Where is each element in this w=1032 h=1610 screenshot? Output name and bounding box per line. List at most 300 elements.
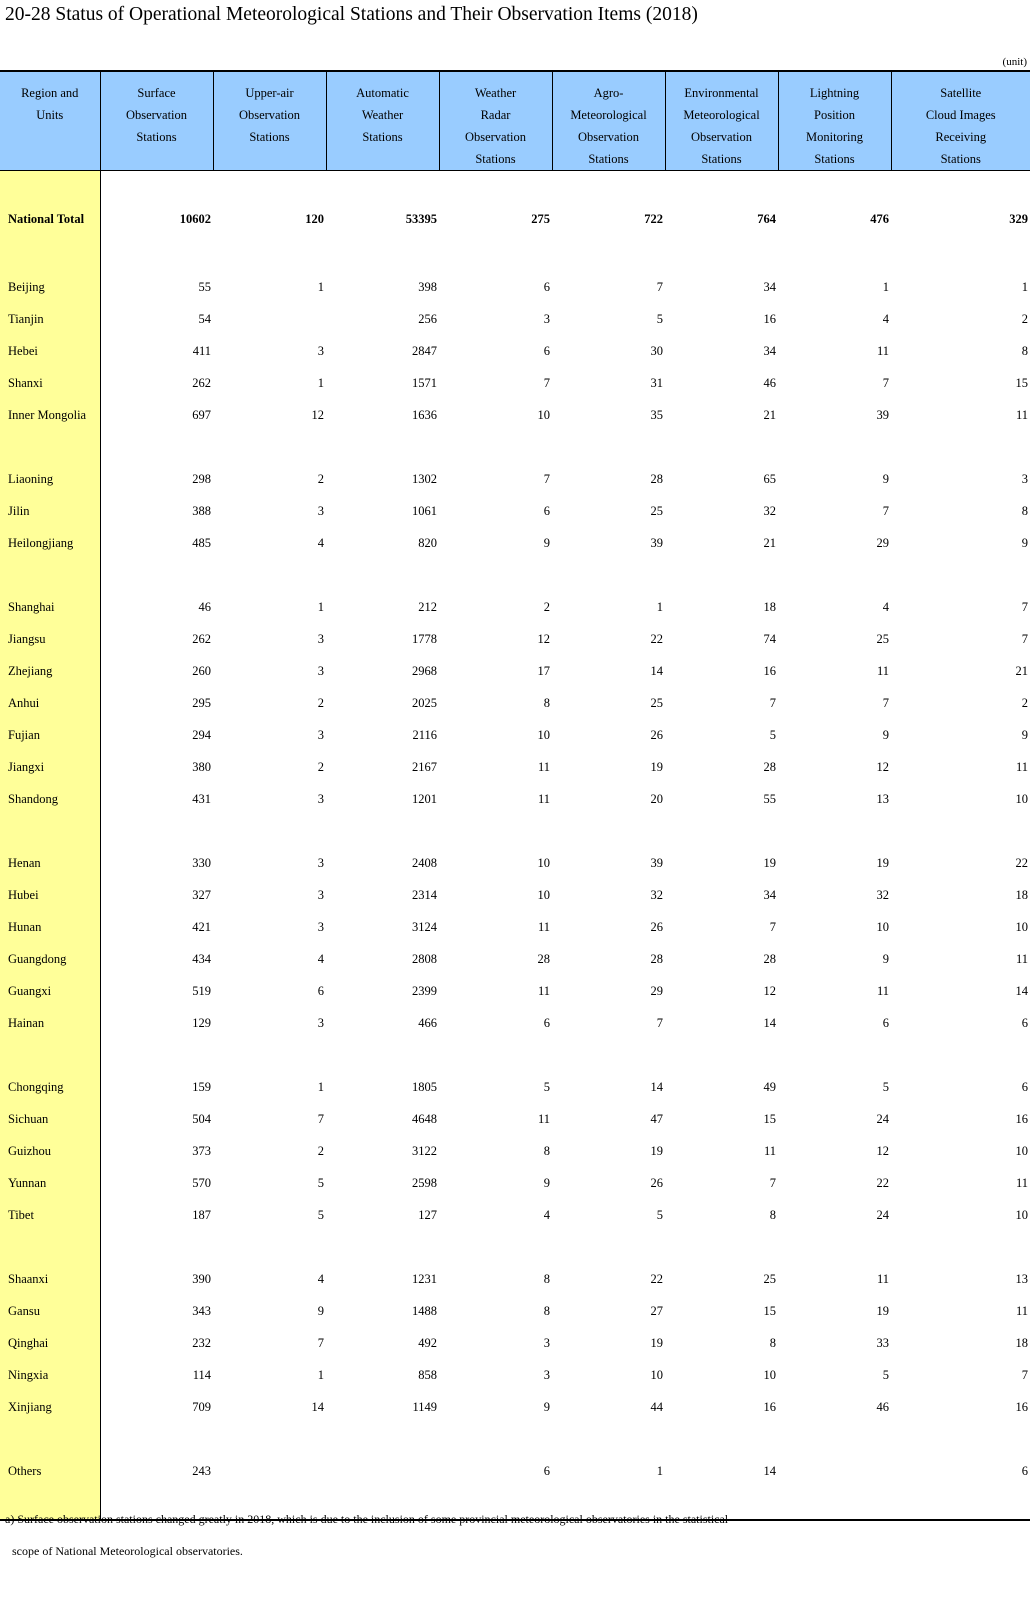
value-cell: 11 xyxy=(1015,759,1028,774)
table-row xyxy=(0,751,1030,783)
value-cell: 10 xyxy=(537,407,550,422)
value-cell: 8 xyxy=(543,1271,550,1286)
column-header-line: Surface xyxy=(137,86,176,100)
value-cell: 5 xyxy=(317,1175,324,1190)
value-cell: 2847 xyxy=(412,343,437,358)
value-cell: 3 xyxy=(317,791,324,806)
value-cell: 5 xyxy=(882,1367,889,1382)
value-cell: 159 xyxy=(192,1079,211,1094)
value-cell: 2399 xyxy=(412,983,437,998)
value-cell: 4 xyxy=(882,599,889,614)
value-cell xyxy=(213,303,326,335)
value-cell: 19 xyxy=(876,855,889,870)
value-cell: 11 xyxy=(537,1111,550,1126)
value-cell: 14 xyxy=(311,1399,324,1414)
table-row xyxy=(0,687,1030,719)
value-cell: 25 xyxy=(876,631,889,646)
value-cell: 187 xyxy=(192,1207,211,1222)
spacer-row xyxy=(0,1231,1030,1263)
table-row xyxy=(0,783,1030,815)
column-header-line: Stations xyxy=(701,152,742,166)
value-cell: 22 xyxy=(650,1271,663,1286)
table-row xyxy=(0,1071,1030,1103)
value-cell: 466 xyxy=(418,1015,437,1030)
table-row xyxy=(0,335,1030,367)
region-cell: Hubei xyxy=(0,879,100,911)
value-cell: 2 xyxy=(317,1143,324,1158)
value-cell: 49 xyxy=(763,1079,776,1094)
value-cell: 492 xyxy=(418,1335,437,1350)
value-cell: 114 xyxy=(192,1367,211,1382)
value-cell: 2 xyxy=(1021,311,1028,326)
value-cell: 9 xyxy=(1021,535,1028,550)
value-cell: 22 xyxy=(1015,855,1028,870)
value-cell: 3 xyxy=(543,1335,550,1350)
region-cell: National Total xyxy=(0,199,100,239)
value-cell: 46 xyxy=(763,375,776,390)
value-cell: 275 xyxy=(531,211,550,226)
value-cell: 6 xyxy=(543,1463,550,1478)
column-header-line: Lightning xyxy=(809,86,860,100)
value-cell: 1 xyxy=(317,1079,324,1094)
column-header xyxy=(100,71,213,171)
value-cell: 6 xyxy=(543,343,550,358)
national-total-row xyxy=(0,199,1030,239)
value-cell: 7 xyxy=(317,1111,324,1126)
value-cell: 1 xyxy=(317,375,324,390)
value-cell: 262 xyxy=(192,631,211,646)
value-cell: 18 xyxy=(1015,887,1028,902)
value-cell: 6 xyxy=(543,503,550,518)
value-cell: 53395 xyxy=(405,211,437,226)
value-cell: 5 xyxy=(769,727,776,742)
column-header-line: Monitoring xyxy=(806,130,863,144)
value-cell: 380 xyxy=(192,759,211,774)
value-cell: 6 xyxy=(317,983,324,998)
value-cell: 697 xyxy=(192,407,211,422)
column-header xyxy=(0,71,100,171)
value-cell: 15 xyxy=(1015,375,1028,390)
value-cell: 5 xyxy=(543,1079,550,1094)
value-cell: 21 xyxy=(763,535,776,550)
region-cell: Sichuan xyxy=(0,1103,100,1135)
value-cell: 1 xyxy=(882,279,889,294)
value-cell: 2 xyxy=(543,599,550,614)
spacer-row xyxy=(0,1423,1030,1455)
value-cell: 14 xyxy=(650,663,663,678)
spacer-row xyxy=(0,431,1030,463)
stations-table xyxy=(0,70,1030,1521)
value-cell: 55 xyxy=(763,791,776,806)
value-cell: 29 xyxy=(876,535,889,550)
region-cell: Shanghai xyxy=(0,591,100,623)
value-cell: 10 xyxy=(537,727,550,742)
value-cell: 26 xyxy=(650,919,663,934)
value-cell: 504 xyxy=(192,1111,211,1126)
column-header-line: Region and xyxy=(21,86,79,100)
value-cell: 7 xyxy=(1021,599,1028,614)
region-cell: Jilin xyxy=(0,495,100,527)
value-cell: 10 xyxy=(537,887,550,902)
value-cell: 343 xyxy=(192,1303,211,1318)
value-cell: 570 xyxy=(192,1175,211,1190)
value-cell: 327 xyxy=(192,887,211,902)
value-cell: 8 xyxy=(543,695,550,710)
value-cell: 2 xyxy=(317,695,324,710)
value-cell: 294 xyxy=(192,727,211,742)
region-cell: Fujian xyxy=(0,719,100,751)
value-cell: 26 xyxy=(650,727,663,742)
footnote-line-1: a) Surface observation stations changed greatly in 2018, which is due to the inclusion of some provincial meteorological observatories in the statistical xyxy=(5,1512,729,1526)
value-cell: 3 xyxy=(543,1367,550,1382)
value-cell: 2025 xyxy=(412,695,437,710)
value-cell: 2598 xyxy=(412,1175,437,1190)
column-header-line: Stations xyxy=(475,152,516,166)
region-cell: Guizhou xyxy=(0,1135,100,1167)
value-cell: 9 xyxy=(317,1303,324,1318)
value-cell: 519 xyxy=(192,983,211,998)
value-cell: 9 xyxy=(882,471,889,486)
value-cell: 3 xyxy=(317,1015,324,1030)
value-cell: 3122 xyxy=(412,1143,437,1158)
table-row xyxy=(0,847,1030,879)
spacer-row xyxy=(0,239,1030,271)
value-cell: 7 xyxy=(317,1335,324,1350)
column-header-line: Weather xyxy=(361,108,404,122)
value-cell: 256 xyxy=(418,311,437,326)
region-cell: Hainan xyxy=(0,1007,100,1039)
value-cell: 127 xyxy=(418,1207,437,1222)
value-cell: 7 xyxy=(543,471,550,486)
value-cell: 11 xyxy=(1015,1303,1028,1318)
value-cell: 46 xyxy=(198,599,211,614)
value-cell: 129 xyxy=(192,1015,211,1030)
value-cell: 2116 xyxy=(412,727,437,742)
value-cell: 1 xyxy=(317,1367,324,1382)
region-cell: Others xyxy=(0,1455,100,1487)
column-header-line: Stations xyxy=(940,152,981,166)
value-cell: 2314 xyxy=(412,887,437,902)
value-cell: 5 xyxy=(656,1207,663,1222)
value-cell: 10 xyxy=(1015,1143,1028,1158)
region-cell: Beijing xyxy=(0,271,100,303)
value-cell: 5 xyxy=(317,1207,324,1222)
value-cell: 1 xyxy=(317,599,324,614)
value-cell: 8 xyxy=(1021,503,1028,518)
value-cell: 243 xyxy=(192,1463,211,1478)
value-cell: 11 xyxy=(763,1143,776,1158)
value-cell: 485 xyxy=(192,535,211,550)
value-cell: 9 xyxy=(1021,727,1028,742)
value-cell: 3 xyxy=(543,311,550,326)
column-header-line: Stations xyxy=(136,130,177,144)
spacer-row xyxy=(0,1039,1030,1071)
value-cell: 11 xyxy=(1015,951,1028,966)
value-cell: 27 xyxy=(650,1303,663,1318)
value-cell: 7 xyxy=(769,1175,776,1190)
value-cell: 1 xyxy=(1021,279,1028,294)
value-cell: 16 xyxy=(1015,1399,1028,1414)
value-cell: 39 xyxy=(876,407,889,422)
region-cell: Tianjin xyxy=(0,303,100,335)
table-row xyxy=(0,463,1030,495)
table-row xyxy=(0,655,1030,687)
value-cell: 4 xyxy=(882,311,889,326)
value-cell: 18 xyxy=(763,599,776,614)
value-cell: 5 xyxy=(882,1079,889,1094)
value-cell xyxy=(213,1455,326,1487)
value-cell: 9 xyxy=(543,535,550,550)
value-cell: 12 xyxy=(876,759,889,774)
value-cell: 28 xyxy=(650,951,663,966)
value-cell: 10 xyxy=(1015,919,1028,934)
value-cell: 10 xyxy=(763,1367,776,1382)
table-row xyxy=(0,271,1030,303)
value-cell: 1778 xyxy=(412,631,437,646)
value-cell: 1571 xyxy=(412,375,437,390)
value-cell: 8 xyxy=(543,1143,550,1158)
region-cell: Shanxi xyxy=(0,367,100,399)
value-cell: 6 xyxy=(543,1015,550,1030)
value-cell: 55 xyxy=(198,279,211,294)
spacer-row xyxy=(0,171,1030,200)
value-cell: 3 xyxy=(317,343,324,358)
value-cell: 19 xyxy=(763,855,776,870)
value-cell: 13 xyxy=(1015,1271,1028,1286)
value-cell: 4 xyxy=(317,1271,324,1286)
value-cell: 411 xyxy=(192,343,211,358)
value-cell: 3 xyxy=(317,919,324,934)
table-row xyxy=(0,399,1030,431)
value-cell: 262 xyxy=(192,375,211,390)
region-cell: Yunnan xyxy=(0,1167,100,1199)
value-cell: 12 xyxy=(763,983,776,998)
column-header-line: Stations xyxy=(588,152,629,166)
value-cell: 32 xyxy=(876,887,889,902)
value-cell: 6 xyxy=(543,279,550,294)
value-cell: 25 xyxy=(650,695,663,710)
table-row xyxy=(0,495,1030,527)
column-header-line: Cloud Images xyxy=(925,108,996,122)
column-header-line: Stations xyxy=(362,130,403,144)
table-row xyxy=(0,975,1030,1007)
table-row xyxy=(0,1103,1030,1135)
value-cell: 34 xyxy=(763,279,776,294)
page-title: 20-28 Status of Operational Meteorological Stations and Their Observation Items (2018) xyxy=(5,4,698,25)
value-cell: 373 xyxy=(192,1143,211,1158)
column-header-line: Receiving xyxy=(935,130,987,144)
column-header-line: Units xyxy=(36,108,64,122)
value-cell: 3 xyxy=(317,631,324,646)
value-cell: 6 xyxy=(1021,1463,1028,1478)
value-cell: 820 xyxy=(418,535,437,550)
value-cell: 390 xyxy=(192,1271,211,1286)
value-cell: 39 xyxy=(650,855,663,870)
table-row xyxy=(0,1263,1030,1295)
value-cell: 120 xyxy=(305,211,324,226)
value-cell: 15 xyxy=(763,1111,776,1126)
value-cell: 1488 xyxy=(412,1303,437,1318)
table-row xyxy=(0,527,1030,559)
value-cell: 33 xyxy=(876,1335,889,1350)
column-header-line: Weather xyxy=(474,86,517,100)
table-row xyxy=(0,303,1030,335)
column-header-line: Observation xyxy=(464,130,527,144)
value-cell: 12 xyxy=(876,1143,889,1158)
value-cell: 11 xyxy=(1015,1175,1028,1190)
table-row xyxy=(0,1007,1030,1039)
table-row xyxy=(0,591,1030,623)
value-cell: 65 xyxy=(763,471,776,486)
value-cell: 11 xyxy=(876,983,889,998)
table-row xyxy=(0,943,1030,975)
value-cell: 6 xyxy=(1021,1015,1028,1030)
value-cell: 9 xyxy=(543,1175,550,1190)
region-cell: Shandong xyxy=(0,783,100,815)
region-cell: Hebei xyxy=(0,335,100,367)
value-cell: 11 xyxy=(537,919,550,934)
table-row xyxy=(0,1327,1030,1359)
value-cell: 11 xyxy=(537,791,550,806)
table-row xyxy=(0,1359,1030,1391)
spacer-row xyxy=(0,815,1030,847)
region-cell: Liaoning xyxy=(0,463,100,495)
value-cell: 31 xyxy=(650,375,663,390)
region-cell: Guangxi xyxy=(0,975,100,1007)
value-cell: 1 xyxy=(656,599,663,614)
value-cell: 398 xyxy=(418,279,437,294)
value-cell: 16 xyxy=(763,663,776,678)
value-cell: 388 xyxy=(192,503,211,518)
value-cell: 29 xyxy=(650,983,663,998)
value-cell: 7 xyxy=(543,375,550,390)
value-cell: 12 xyxy=(311,407,324,422)
table-row xyxy=(0,911,1030,943)
value-cell: 24 xyxy=(876,1111,889,1126)
table-row xyxy=(0,1391,1030,1423)
value-cell: 421 xyxy=(192,919,211,934)
value-cell: 20 xyxy=(650,791,663,806)
value-cell: 434 xyxy=(192,951,211,966)
value-cell: 8 xyxy=(769,1207,776,1222)
value-cell: 74 xyxy=(763,631,776,646)
value-cell: 298 xyxy=(192,471,211,486)
value-cell: 1 xyxy=(656,1463,663,1478)
value-cell: 7 xyxy=(769,695,776,710)
column-header-line: Stations xyxy=(249,130,290,144)
value-cell: 1805 xyxy=(412,1079,437,1094)
value-cell: 30 xyxy=(650,343,663,358)
value-cell: 12 xyxy=(537,631,550,646)
value-cell: 6 xyxy=(882,1015,889,1030)
region-cell: Qinghai xyxy=(0,1327,100,1359)
value-cell: 26 xyxy=(650,1175,663,1190)
value-cell: 8 xyxy=(1021,343,1028,358)
value-cell: 11 xyxy=(537,759,550,774)
value-cell: 24 xyxy=(876,1207,889,1222)
table-row xyxy=(0,367,1030,399)
value-cell: 329 xyxy=(1009,211,1028,226)
value-cell: 8 xyxy=(769,1335,776,1350)
value-cell: 46 xyxy=(876,1399,889,1414)
value-cell: 11 xyxy=(1015,407,1028,422)
column-header-line: Observation xyxy=(125,108,188,122)
column-header xyxy=(891,71,1030,171)
value-cell: 16 xyxy=(1015,1111,1028,1126)
value-cell: 3 xyxy=(1021,471,1028,486)
column-header xyxy=(213,71,326,171)
value-cell: 4 xyxy=(543,1207,550,1222)
region-cell: Guangdong xyxy=(0,943,100,975)
table-row xyxy=(0,719,1030,751)
column-header-line: Meteorological xyxy=(683,108,760,122)
region-cell: Chongqing xyxy=(0,1071,100,1103)
region-cell: Jiangsu xyxy=(0,623,100,655)
value-cell: 1302 xyxy=(412,471,437,486)
table-body xyxy=(0,171,1030,1521)
value-cell: 9 xyxy=(543,1399,550,1414)
value-cell: 34 xyxy=(763,343,776,358)
footnote-line-2: scope of National Meteorological observatories. xyxy=(12,1544,243,1558)
value-cell: 2167 xyxy=(412,759,437,774)
column-header-line: Observation xyxy=(238,108,301,122)
value-cell: 21 xyxy=(763,407,776,422)
column-header-line: Stations xyxy=(814,152,855,166)
header-row xyxy=(0,71,1030,171)
value-cell: 3 xyxy=(317,855,324,870)
value-cell: 11 xyxy=(537,983,550,998)
value-cell: 431 xyxy=(192,791,211,806)
spacer-row xyxy=(0,559,1030,591)
value-cell: 2 xyxy=(317,471,324,486)
value-cell: 3 xyxy=(317,663,324,678)
column-header xyxy=(439,71,552,171)
value-cell xyxy=(326,1455,439,1487)
value-cell: 39 xyxy=(650,535,663,550)
region-cell: Xinjiang xyxy=(0,1391,100,1423)
region-cell: Gansu xyxy=(0,1295,100,1327)
value-cell: 34 xyxy=(763,887,776,902)
column-header-line: Observation xyxy=(690,130,753,144)
value-cell: 3124 xyxy=(412,919,437,934)
column-header-line: Observation xyxy=(577,130,640,144)
table-row xyxy=(0,1295,1030,1327)
value-cell: 17 xyxy=(537,663,550,678)
value-cell: 1231 xyxy=(412,1271,437,1286)
value-cell: 19 xyxy=(876,1303,889,1318)
region-cell: Jiangxi xyxy=(0,751,100,783)
value-cell: 28 xyxy=(763,759,776,774)
column-header-line: Radar xyxy=(480,108,511,122)
value-cell: 14 xyxy=(1015,983,1028,998)
value-cell: 722 xyxy=(644,211,663,226)
value-cell: 7 xyxy=(1021,1367,1028,1382)
value-cell: 25 xyxy=(763,1271,776,1286)
column-header-line: Automatic xyxy=(356,86,409,100)
value-cell: 2 xyxy=(1021,695,1028,710)
column-header-line: Position xyxy=(814,108,855,122)
value-cell: 14 xyxy=(650,1079,663,1094)
table-row xyxy=(0,1455,1030,1487)
region-cell: Ningxia xyxy=(0,1359,100,1391)
table-row xyxy=(0,1135,1030,1167)
value-cell: 260 xyxy=(192,663,211,678)
value-cell: 44 xyxy=(650,1399,663,1414)
value-cell: 1201 xyxy=(412,791,437,806)
value-cell: 2408 xyxy=(412,855,437,870)
value-cell: 11 xyxy=(876,343,889,358)
value-cell: 7 xyxy=(882,503,889,518)
